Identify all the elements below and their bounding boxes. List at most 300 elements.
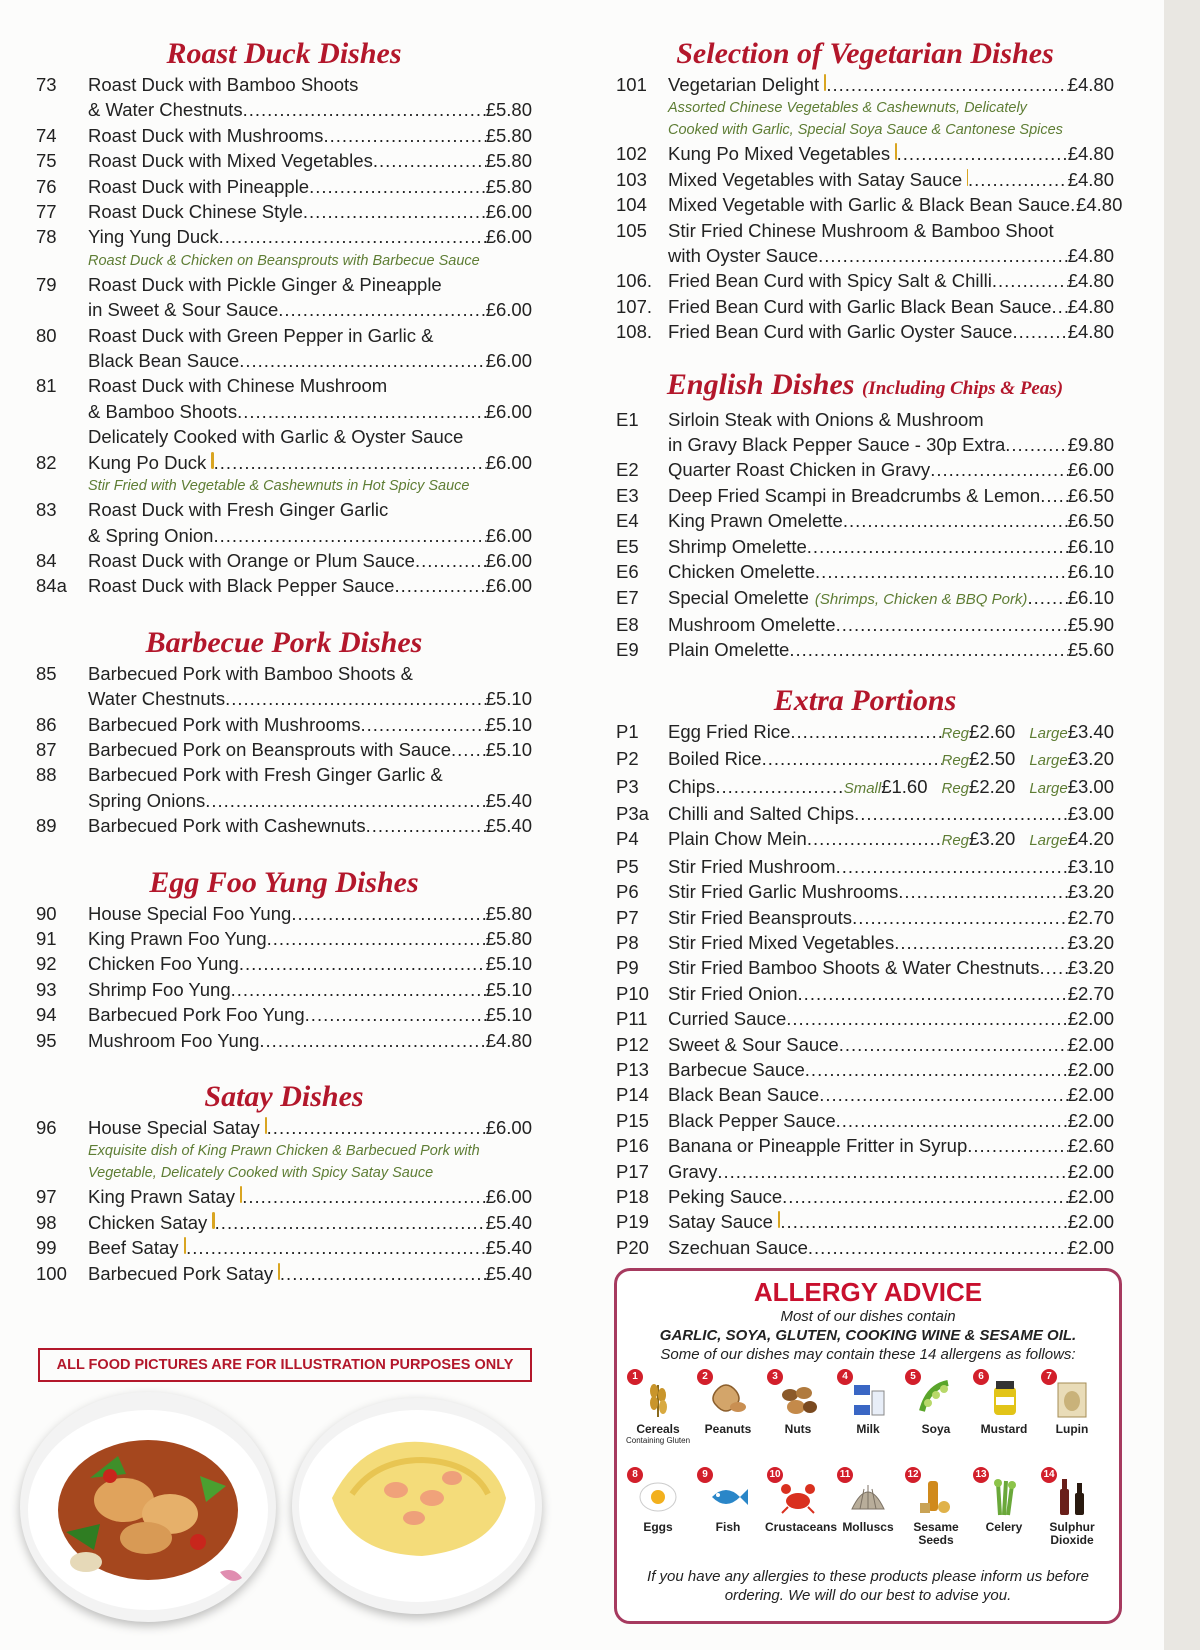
item-number: 78 — [36, 226, 57, 248]
menu-item — [36, 1261, 532, 1286]
item-price: £2.00 — [1067, 1109, 1114, 1131]
menu-item-list — [36, 72, 532, 599]
dot-leader — [267, 1115, 486, 1140]
dot-leader — [231, 977, 486, 1002]
menu-item — [616, 1184, 1114, 1209]
item-number: P8 — [616, 931, 639, 953]
item-body — [88, 148, 532, 173]
item-line — [88, 1028, 532, 1053]
allergen-number-badge: 7 — [1041, 1369, 1057, 1385]
dot-leader — [807, 826, 942, 851]
item-line — [88, 1184, 532, 1209]
item-name: Special Omelette — [668, 586, 809, 608]
dot-leader — [854, 801, 1068, 826]
item-name-cont: Water Chestnuts — [88, 688, 226, 710]
allergen-fish — [695, 1467, 761, 1551]
item-line — [668, 192, 1123, 217]
item-number: 84 — [36, 549, 57, 571]
item-number: P16 — [616, 1135, 649, 1157]
allergen-number-badge: 2 — [697, 1369, 713, 1385]
item-price: £6.10 — [1067, 535, 1114, 557]
item-line — [88, 399, 532, 424]
section-barbecue-pork-dishes — [36, 625, 532, 839]
item-number: P13 — [616, 1059, 649, 1080]
item-name: Satay Sauce — [668, 1211, 773, 1233]
item-body — [668, 141, 1114, 166]
item-body — [668, 774, 1114, 801]
menu-item — [616, 1006, 1114, 1031]
item-name: Ying Yung Duck — [88, 226, 219, 248]
allergen-number-badge: 9 — [697, 1467, 713, 1483]
dot-leader — [786, 1006, 1067, 1031]
item-body — [88, 573, 532, 598]
allergen-name: Mustard — [980, 1422, 1028, 1436]
allergen-number-badge: 3 — [767, 1369, 783, 1385]
menu-item — [36, 272, 532, 323]
item-body — [88, 951, 532, 976]
item-number: 79 — [36, 273, 57, 295]
section-title-text: Roast Duck Dishes — [166, 37, 402, 70]
item-number: P14 — [616, 1084, 649, 1106]
item-line — [88, 1235, 532, 1260]
item-price: £6.00 — [485, 1186, 532, 1208]
item-body — [88, 762, 532, 813]
allergen-name: Eggs — [643, 1520, 673, 1534]
allergen-nuts — [765, 1369, 831, 1453]
item-description: Vegetable, Delicately Cooked with Spicy Satay Sauce — [88, 1165, 434, 1182]
item-line — [668, 1108, 1114, 1133]
dot-leader — [818, 243, 1068, 268]
item-body — [668, 879, 1114, 904]
item-body — [668, 981, 1114, 1006]
allergy-advice-box — [614, 1268, 1122, 1624]
price-large: £3.00 — [1067, 775, 1114, 797]
price-reg: £2.50 — [969, 748, 1016, 770]
allergen-name: Milk — [856, 1422, 880, 1436]
item-name-cont: in Gravy Black Pepper Sauce - 30p Extra — [668, 434, 1006, 456]
item-number: 77 — [36, 201, 57, 223]
item-name: Egg Fried Rice — [668, 720, 791, 742]
dot-leader — [894, 930, 1067, 955]
item-number: 99 — [36, 1237, 57, 1259]
allergen-row — [625, 1467, 1111, 1551]
dot-leader — [836, 612, 1068, 637]
menu-item — [616, 1032, 1114, 1057]
item-number: 90 — [36, 902, 57, 924]
item-description: Cooked with Garlic, Special Soya Sauce & Cantonese Spices — [668, 122, 1063, 139]
menu-item — [616, 407, 1114, 458]
item-price: £5.60 — [1067, 639, 1114, 661]
item-name: Black Bean Sauce — [668, 1084, 820, 1106]
item-name: Plain Chow Mein — [668, 828, 807, 850]
item-name: Barbecued Pork Foo Yung — [88, 1004, 305, 1026]
item-body — [668, 319, 1114, 344]
item-line — [668, 319, 1114, 344]
dot-leader — [789, 637, 1067, 662]
item-name: Roast Duck with Pickle Ginger & Pineapple — [88, 273, 442, 295]
lupin-icon — [1050, 1377, 1094, 1419]
item-line — [88, 523, 532, 548]
item-number: 108. — [616, 321, 653, 343]
menu-item-list — [616, 407, 1114, 663]
item-number: 86 — [36, 713, 57, 735]
item-line — [668, 746, 1114, 773]
allergen-label — [1039, 1423, 1105, 1436]
menu-item-list — [36, 901, 532, 1053]
food-photo-omelette — [292, 1398, 542, 1614]
item-line — [668, 1082, 1114, 1107]
item-number: 89 — [36, 815, 57, 837]
illustration-disclaimer: ALL FOOD PICTURES ARE FOR ILLUSTRATION PURPOSES ONLY — [38, 1348, 532, 1382]
section-english-dishes — [616, 367, 1114, 663]
item-body — [88, 272, 532, 323]
section-title-text: Selection of Vegetarian Dishes — [676, 37, 1054, 70]
menu-item — [616, 508, 1114, 533]
item-number: 83 — [36, 499, 57, 521]
allergen-name: Cereals — [636, 1422, 680, 1436]
item-price: £2.70 — [1067, 906, 1114, 928]
item-price: £6.10 — [1067, 561, 1114, 583]
item-price: £2.00 — [1067, 1008, 1114, 1030]
item-body — [668, 483, 1114, 508]
item-body — [668, 72, 1114, 141]
item-body — [88, 450, 532, 497]
dot-leader — [305, 1002, 486, 1027]
item-line — [88, 199, 532, 224]
item-price: £6.50 — [1067, 510, 1114, 532]
dot-leader — [225, 686, 486, 711]
allergen-eggs — [625, 1467, 691, 1551]
allergen-label — [765, 1520, 838, 1534]
item-number: P3a — [616, 802, 649, 824]
allergen-sulphur-dioxide — [1039, 1467, 1105, 1551]
item-price: £5.10 — [485, 1004, 532, 1026]
item-line — [668, 407, 1114, 432]
allergen-row — [625, 1369, 1111, 1453]
item-body — [88, 1184, 532, 1209]
dot-leader — [1040, 955, 1068, 980]
item-name: Szechuan Sauce — [668, 1236, 808, 1258]
item-name: Black Pepper Sauce — [668, 1109, 836, 1131]
menu-item — [616, 955, 1114, 980]
item-body — [668, 559, 1114, 584]
item-price: £2.00 — [1067, 1236, 1114, 1258]
menu-item — [616, 72, 1114, 141]
item-name: Roast Duck with Fresh Ginger Garlic — [88, 499, 389, 521]
menu-item — [616, 1082, 1114, 1107]
item-body — [668, 585, 1114, 612]
item-line — [88, 224, 532, 249]
menu-item — [36, 1235, 532, 1260]
item-line — [88, 573, 532, 598]
item-line — [668, 483, 1114, 508]
allergen-number-badge: 6 — [973, 1369, 989, 1385]
item-line — [668, 72, 1114, 97]
menu-item — [616, 637, 1114, 662]
item-number: P1 — [616, 720, 639, 742]
allergen-label — [625, 1521, 691, 1534]
item-body — [88, 199, 532, 224]
menu-item — [616, 1108, 1114, 1133]
item-price: £6.00 — [485, 400, 532, 422]
item-number: P9 — [616, 957, 639, 979]
dot-leader — [1027, 585, 1067, 610]
item-price: £6.00 — [485, 226, 532, 248]
item-price: £2.00 — [1067, 1160, 1114, 1182]
item-line — [668, 243, 1114, 268]
item-price: £5.40 — [485, 1211, 532, 1233]
item-body — [88, 1235, 532, 1260]
section-title-text: Barbecue Pork Dishes — [145, 625, 423, 659]
menu-item — [616, 1159, 1114, 1184]
item-name: Peking Sauce — [668, 1186, 783, 1208]
item-line — [88, 813, 532, 838]
dot-leader — [808, 1235, 1068, 1260]
item-line — [668, 637, 1114, 662]
item-name: House Special Satay — [88, 1117, 260, 1138]
item-name: Roast Duck with Black Pepper Sauce — [88, 575, 395, 597]
menu-item — [616, 879, 1114, 904]
item-body — [88, 323, 532, 374]
item-name: Barbecued Pork with Mushrooms — [88, 713, 361, 735]
section-roast-duck-dishes — [36, 36, 532, 599]
fish-icon — [706, 1475, 750, 1517]
menu-item — [616, 218, 1114, 269]
item-name: Fried Bean Curd with Garlic Oyster Sauce — [668, 321, 1013, 343]
item-body — [668, 1159, 1114, 1184]
item-line — [88, 762, 532, 787]
item-line — [668, 585, 1114, 612]
food-photo-chicken-dish — [20, 1392, 276, 1622]
menu-item — [616, 746, 1114, 773]
item-price: £2.70 — [1067, 982, 1114, 1004]
allergy-title: ALLERGY ADVICE — [753, 1277, 983, 1307]
item-price: £4.80 — [1076, 194, 1123, 216]
item-price: £5.80 — [485, 175, 532, 197]
menu-item — [36, 712, 532, 737]
dot-leader — [259, 1028, 485, 1053]
item-line — [88, 1210, 532, 1235]
dot-leader — [717, 1159, 1067, 1184]
menu-item — [36, 813, 532, 838]
item-line — [668, 1006, 1114, 1031]
item-number: 101 — [616, 74, 647, 95]
price-large: £3.20 — [1067, 748, 1114, 770]
allergen-milk — [835, 1369, 901, 1453]
size-label-reg: Reg — [941, 832, 970, 850]
menu-item — [616, 457, 1114, 482]
item-name: Roast Duck with Orange or Plum Sauce — [88, 549, 415, 571]
item-body — [88, 1115, 532, 1184]
item-number: 98 — [36, 1211, 57, 1233]
item-name: Quarter Roast Chicken in Gravy — [668, 459, 931, 481]
dot-leader — [373, 148, 486, 173]
item-body — [668, 294, 1114, 319]
item-number: E1 — [616, 408, 639, 430]
menu-item — [36, 174, 532, 199]
item-body — [668, 826, 1114, 853]
item-name-cont: Black Bean Sauce — [88, 350, 240, 372]
menu-item — [616, 141, 1114, 166]
allergen-number-badge: 13 — [973, 1467, 989, 1483]
item-number: P20 — [616, 1236, 649, 1258]
section-title-text: English Dishes — [666, 367, 855, 401]
allergen-label — [835, 1521, 901, 1534]
item-body — [668, 534, 1114, 559]
shell-icon — [846, 1475, 890, 1517]
item-line — [88, 686, 532, 711]
item-name: Kung Po Mixed Vegetables — [668, 143, 891, 165]
dot-leader — [836, 1108, 1068, 1133]
item-price: £6.00 — [485, 299, 532, 321]
item-body — [88, 224, 532, 271]
section-title — [36, 1079, 532, 1115]
size-label-large: Large — [1029, 752, 1068, 770]
item-line — [88, 1115, 532, 1140]
item-name-cont: Spring Onions — [88, 789, 206, 811]
wheat-icon — [636, 1377, 680, 1419]
item-number: 82 — [36, 451, 57, 473]
allergen-label — [835, 1423, 901, 1436]
dot-leader — [815, 559, 1068, 584]
item-line — [88, 548, 532, 573]
allergen-number-badge: 8 — [627, 1467, 643, 1483]
menu-item — [36, 1184, 532, 1209]
item-number: 93 — [36, 978, 57, 1000]
soya-icon — [914, 1377, 958, 1419]
item-description: Stir Fried with Vegetable & Cashewnuts in Hot Spicy Sauce — [88, 478, 470, 495]
menu-item — [616, 585, 1114, 612]
item-name: Sweet & Sour Sauce — [668, 1033, 839, 1055]
item-line — [668, 1184, 1114, 1209]
item-line — [668, 1159, 1114, 1184]
item-number: 75 — [36, 150, 57, 172]
menu-item — [616, 1133, 1114, 1158]
allergen-number-badge: 5 — [905, 1369, 921, 1385]
item-price: £3.00 — [1067, 802, 1114, 824]
item-price: £6.00 — [485, 575, 532, 597]
dot-leader — [278, 297, 485, 322]
item-name: Fried Bean Curd with Spicy Salt & Chilli — [668, 270, 992, 292]
menu-item — [36, 323, 532, 374]
allergen-label — [971, 1521, 1037, 1534]
item-number: P15 — [616, 1109, 649, 1131]
dot-leader — [237, 399, 486, 424]
item-price: £2.00 — [1067, 1186, 1114, 1208]
allergy-intro: Most of our dishes contain — [780, 1308, 956, 1325]
item-price: £5.80 — [485, 902, 532, 924]
dot-leader — [819, 1082, 1068, 1107]
item-number: 85 — [36, 662, 57, 684]
menu-item-list — [616, 719, 1114, 1261]
item-body — [88, 548, 532, 573]
item-line — [668, 854, 1114, 879]
item-price: £5.80 — [485, 99, 532, 121]
peanut-icon — [706, 1377, 750, 1419]
item-price: £5.80 — [485, 927, 532, 949]
item-price: £4.80 — [1067, 74, 1114, 95]
dot-leader — [930, 457, 1068, 482]
item-body — [88, 174, 532, 199]
celery-icon — [982, 1475, 1026, 1517]
item-name-cont: & Water Chestnuts — [88, 99, 243, 121]
item-body — [668, 905, 1114, 930]
item-body — [668, 955, 1114, 980]
item-price: £3.20 — [1067, 957, 1114, 979]
item-body — [88, 901, 532, 926]
allergen-label — [1039, 1521, 1105, 1547]
menu-item — [616, 801, 1114, 826]
item-name: Barbecued Pork with Cashewnuts — [88, 815, 366, 837]
item-number: 106. — [616, 270, 653, 292]
allergen-label — [971, 1423, 1037, 1436]
item-line — [668, 826, 1114, 853]
item-number: E9 — [616, 639, 639, 661]
item-name: Mushroom Foo Yung — [88, 1029, 260, 1051]
menu-item — [616, 1235, 1114, 1260]
item-name: Barbecued Pork Satay — [88, 1262, 274, 1284]
item-price: £5.40 — [485, 1262, 532, 1284]
item-number: 91 — [36, 927, 57, 949]
dot-leader — [243, 97, 486, 122]
item-name: Curried Sauce — [668, 1008, 787, 1030]
menu-item — [36, 901, 532, 926]
item-body — [668, 612, 1114, 637]
item-name: Roast Duck with Mushrooms — [88, 124, 324, 146]
section-subtitle: (Including Chips & Peas) — [861, 377, 1064, 399]
menu-item — [616, 319, 1114, 344]
item-line — [88, 123, 532, 148]
item-price: £5.80 — [485, 150, 532, 172]
item-body — [668, 407, 1114, 458]
allergen-name: Nuts — [784, 1422, 812, 1436]
item-body — [88, 424, 532, 449]
dot-leader — [836, 854, 1068, 879]
item-number: 74 — [36, 124, 57, 146]
item-number: P19 — [616, 1211, 649, 1233]
dot-leader — [280, 1261, 486, 1286]
item-number: P18 — [616, 1186, 649, 1208]
dot-leader — [205, 788, 485, 813]
dot-leader — [790, 719, 941, 744]
item-line — [668, 432, 1114, 457]
item-name: Mushroom Omelette — [668, 613, 836, 635]
allergen-name: Crustaceans — [765, 1520, 838, 1534]
item-price: £4.80 — [1067, 321, 1114, 343]
item-number: 104 — [616, 194, 647, 216]
item-body — [88, 123, 532, 148]
dot-leader — [1052, 294, 1068, 319]
price-reg: £2.20 — [969, 775, 1016, 797]
item-number: P3 — [616, 775, 639, 797]
dot-leader — [415, 548, 486, 573]
allergen-name: Lupin — [1055, 1422, 1089, 1436]
item-body — [668, 457, 1114, 482]
item-name: Barbecued Pork on Beansprouts with Sauce — [88, 738, 452, 760]
item-price: £2.00 — [1067, 1211, 1114, 1233]
menu-item — [36, 148, 532, 173]
item-line — [88, 1261, 532, 1286]
item-number: E6 — [616, 561, 639, 583]
item-body — [668, 508, 1114, 533]
item-price: £5.90 — [1067, 613, 1114, 635]
allergen-number-badge: 1 — [627, 1369, 643, 1385]
item-price: £6.00 — [485, 524, 532, 546]
item-line — [668, 508, 1114, 533]
item-number: 96 — [36, 1117, 57, 1138]
dot-leader — [267, 926, 486, 951]
menu-item — [36, 1002, 532, 1027]
